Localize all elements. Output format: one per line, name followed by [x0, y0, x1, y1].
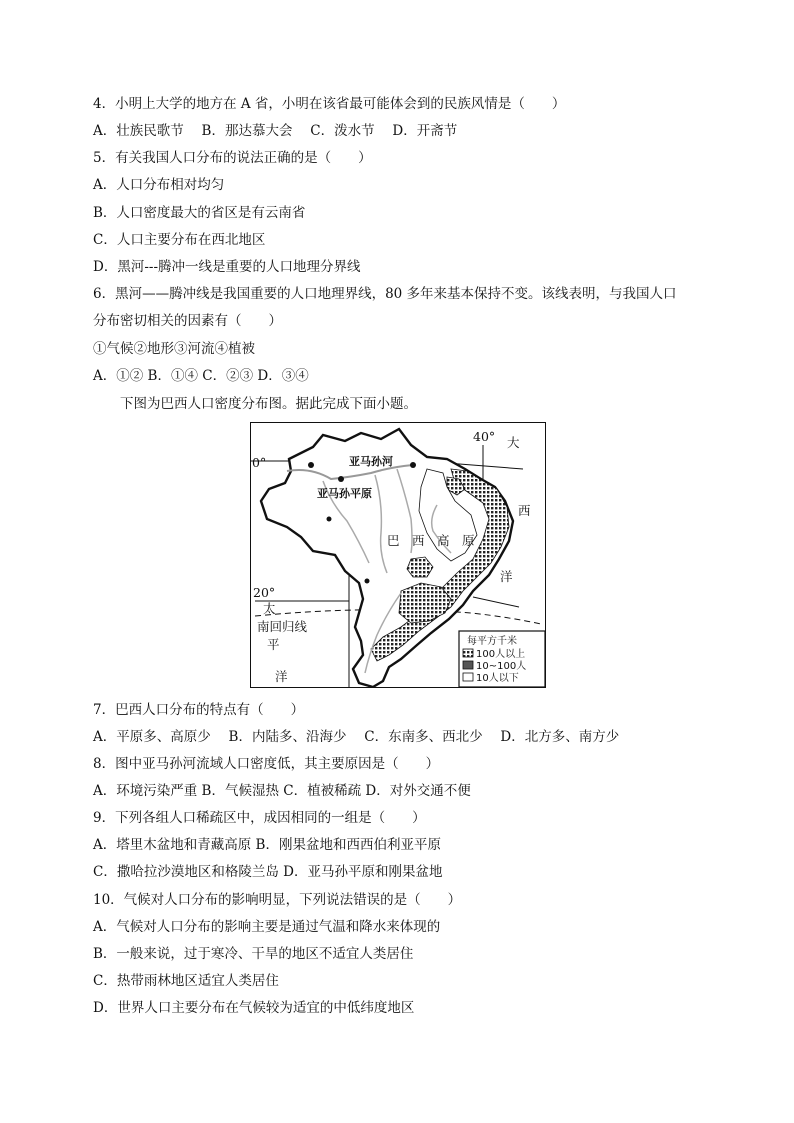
- q10-option-a: A．气候对人口分布的影响主要是通过气温和降水来体现的: [93, 919, 441, 935]
- label-atlantic-da: 大: [507, 435, 520, 450]
- label-amazon-river: 亚马孙河: [349, 455, 393, 468]
- city-dot: [410, 462, 416, 468]
- label-pacific-yang: 洋: [275, 669, 288, 684]
- legend-mid: 10~100人: [476, 661, 527, 672]
- q7-options: A．平原多、高原少 B．内陆多、沿海少 C．东南多、西北少 D．北方多、南方少: [93, 729, 620, 745]
- label-atlantic-xi: 西: [518, 503, 531, 518]
- city-dot: [308, 462, 314, 468]
- city-dot: [365, 579, 370, 584]
- map-legend: [459, 631, 545, 687]
- q5-option-d: D．黑河---腾冲一线是重要的人口地理分界线: [93, 259, 361, 275]
- q9-row1: A．塔里木盆地和青藏高原 B．刚果盆地和西西伯利亚平原: [93, 837, 441, 853]
- q5-option-a: A．人口分布相对均匀: [93, 177, 225, 193]
- q6-stem-line1: 6．黑河——腾冲线是我国重要的人口地理界线，80 多年来基本保持不变。该线表明，与我国人口: [93, 286, 677, 302]
- q6-stem-line2: 分布密切相关的因素有（ ）: [93, 313, 282, 329]
- label-atlantic-yang: 洋: [500, 569, 513, 584]
- legend-title: 每平方千米: [467, 636, 517, 647]
- city-dot: [338, 476, 344, 482]
- label-brazil-plateau: 巴 西 高 原: [387, 533, 475, 548]
- legend-swatch-low: [463, 673, 473, 681]
- legend-swatch-mid: [463, 661, 473, 669]
- lat20-line-east: [473, 597, 519, 607]
- q7-stem: 7．巴西人口分布的特点有（ ）: [93, 702, 305, 718]
- q8-options: A．环境污染严重 B．气候湿热 C．植被稀疏 D．对外交通不便: [93, 783, 471, 799]
- label-pacific-ping: 平: [267, 637, 280, 652]
- q5-stem: 5．有关我国人口分布的说法正确的是（ ）: [93, 150, 372, 166]
- q5-option-c: C．人口主要分布在西北地区: [93, 232, 266, 248]
- label-pacific-tai: 太: [263, 601, 276, 616]
- q6-factors: ①气候②地形③河流④植被: [93, 341, 255, 357]
- q4-stem: 4．小明上大学的地方在 A 省，小明在该省最可能体会到的民族风情是（ ）: [93, 96, 566, 112]
- q10-stem: 10．气候对人口分布的影响明显，下列说法错误的是（ ）: [93, 892, 462, 908]
- q5-option-b: B．人口密度最大的省区是有云南省: [93, 205, 306, 221]
- label-amazon-plain: 亚马孙平原: [317, 487, 372, 500]
- q8-stem: 8．图中亚马孙河流域人口密度低，其主要原因是（ ）: [93, 756, 440, 772]
- city-dot: [327, 517, 332, 522]
- q6-options: A．①② B．①④ C．②③ D．③④: [93, 368, 309, 384]
- q9-stem: 9．下列各组人口稀疏区中，成因相同的一组是（ ）: [93, 810, 426, 826]
- legend-high: 100人以上: [476, 649, 526, 660]
- brazil-population-density-map: [250, 422, 546, 688]
- legend-low: 10人以下: [476, 673, 519, 684]
- label-lat0: 0°: [252, 455, 267, 470]
- label-lon40: 40°: [473, 429, 496, 444]
- q4-options: A．壮族民歌节 B．那达慕大会 C．泼水节 D．开斋节: [93, 123, 458, 139]
- legend-swatch-high: [463, 649, 473, 657]
- q10-option-b: B．一般来说，过于寒冷、干旱的地区不适宜人类居住: [93, 946, 414, 962]
- q10-option-c: C．热带雨林地区适宜人类居住: [93, 973, 279, 989]
- map-intro: 下图为巴西人口密度分布图。据此完成下面小题。: [120, 396, 417, 412]
- q9-row2: C．撒哈拉沙漠地区和格陵兰岛 D．亚马孙平原和刚果盆地: [93, 864, 443, 880]
- label-tropic: 南回归线: [257, 619, 308, 634]
- q10-option-d: D．世界人口主要分布在气候较为适宜的中低纬度地区: [93, 1000, 415, 1016]
- label-lat20: 20°: [253, 585, 276, 600]
